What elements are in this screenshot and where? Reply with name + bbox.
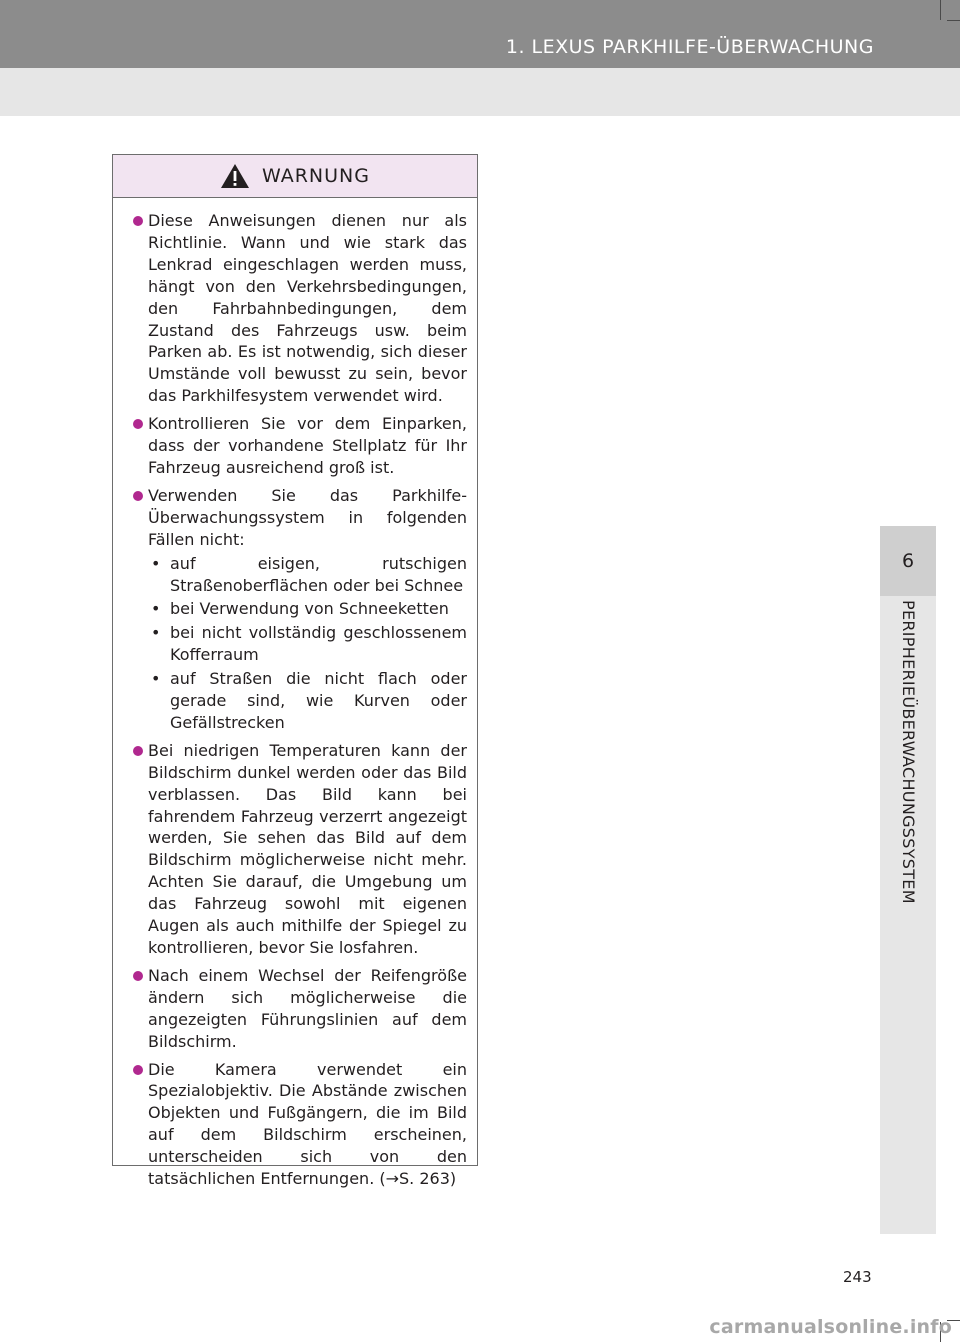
warning-box: [112, 154, 478, 1189]
warning-item: [135, 1059, 467, 1190]
warning-subitem: [148, 622, 467, 666]
header-subband: [0, 68, 960, 116]
small-bullet-icon: •: [151, 669, 161, 689]
warning-item-text: Kontrollieren Sie vor dem Einparken, dass der vorhandene Stellplatz für Ihr Fahrzeug ausreichend groß ist.: [148, 414, 467, 477]
warning-item: [135, 965, 467, 1053]
small-bullet-icon: •: [151, 623, 161, 643]
warning-item-text: Bei niedrigen Temperaturen kann der Bildschirm dunkel werden oder das Bild verblassen. Das Bild kann bei fahrendem Fahrzeug verzerrt angezeigt werden, Sie sehen das Bild auf dem Bildschirm möglicherweise nicht mehr. Achten Sie darauf, die Umgebung um das Fahrzeug sowohl mit eigenen Augen als auch mithilfe der Spiegel zu kontrollieren, bevor Sie losfahren.: [148, 740, 467, 957]
warning-item: [135, 740, 467, 959]
chapter-title: 1. LEXUS PARKHILFE-ÜBERWACHUNG: [505, 36, 874, 58]
bullet-icon: [133, 746, 143, 756]
warning-item: [135, 485, 467, 734]
chapter-side-label: PERIPHERIEÜBERWACHUNGSSYSTEM: [899, 600, 918, 904]
warning-item-text: Die Kamera verwendet ein Spezialobjektiv. Die Abstände zwischen Objekten und Fußgängern, die im Bild auf dem Bildschirm erscheinen, unterscheiden sich von den tatsächlichen Entfernungen. (→S. 263): [148, 1059, 467, 1189]
warning-header: [113, 155, 477, 198]
warning-title: WARNUNG: [261, 165, 370, 187]
warning-subitem: [148, 553, 467, 597]
page-number: 243: [843, 1268, 872, 1286]
crop-mark: [940, 0, 941, 20]
warning-subitem-text: auf eisigen, rutschigen Straßenoberflächen oder bei Schnee: [170, 553, 467, 595]
small-bullet-icon: •: [151, 599, 161, 619]
watermark: carmanualsonline.info: [709, 1316, 952, 1338]
warning-item: [135, 210, 467, 407]
warning-subitem-text: bei Verwendung von Schneeketten: [170, 599, 449, 619]
crop-mark: [947, 20, 960, 21]
bullet-icon: [133, 491, 143, 501]
chapter-number-tab: 6: [880, 526, 936, 596]
warning-subitem-text: auf Straßen die nicht flach oder gerade sind, wie Kurven oder Gefällstrecken: [170, 669, 467, 732]
bullet-icon: [133, 1065, 143, 1075]
warning-body: [113, 198, 477, 1190]
bullet-icon: [133, 971, 143, 981]
warning-item: [135, 413, 467, 479]
warning-item-text: Verwenden Sie das Parkhilfe-Überwachungssystem in folgenden Fällen nicht:: [148, 485, 467, 549]
bullet-icon: [133, 216, 143, 226]
warning-subitem-text: bei nicht vollständig geschlossenem Kofferraum: [170, 623, 467, 665]
small-bullet-icon: •: [151, 553, 161, 573]
warning-item-text: Diese Anweisungen dienen nur als Richtlinie. Wann und wie stark das Lenkrad eingeschlagen werden muss, hängt von den Verkehrsbedingungen, den Fahrbahnbedingungen, dem Zustand des Fahrzeugs usw. beim Parken ab. Es ist notwendig, sich dieser Umstände voll bewusst zu sein, bevor das Parkhilfesystem verwendet wird.: [148, 211, 467, 406]
warning-item-text: Nach einem Wechsel der Reifengröße ändern sich möglicherweise die angezeigten Führungslinien auf dem Bildschirm.: [148, 965, 467, 1051]
warning-subitem: [148, 598, 467, 620]
warning-triangle-icon: [220, 163, 250, 189]
warning-subitem: [148, 668, 467, 734]
